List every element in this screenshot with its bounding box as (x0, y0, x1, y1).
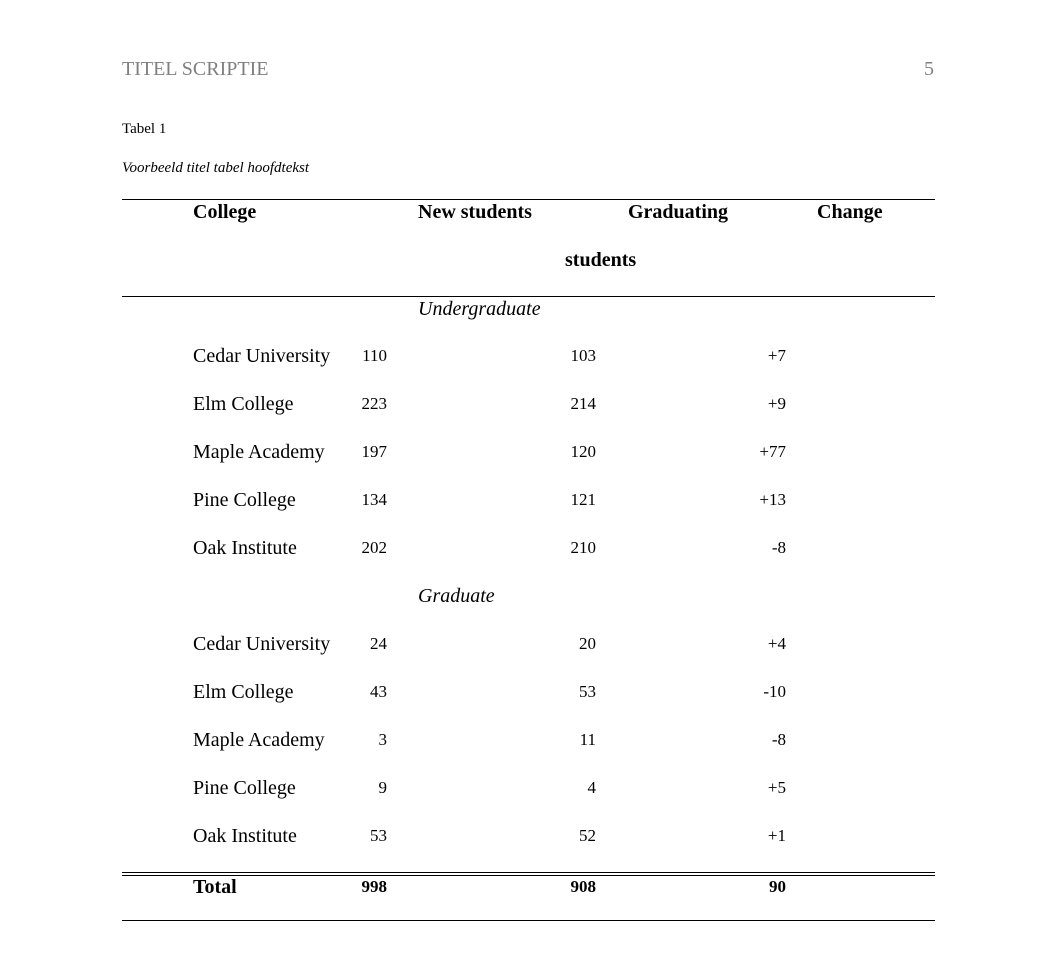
change-value: +9 (767, 394, 786, 413)
new-students-value: 3 (378, 730, 387, 749)
total-graduating: 908 (570, 877, 596, 896)
table-row (0, 776, 1054, 800)
college-name: Pine College (193, 777, 296, 799)
college-name: Pine College (193, 489, 296, 511)
graduating-value: 4 (587, 778, 596, 797)
new-students-value: 24 (370, 634, 387, 653)
table-row (0, 680, 1054, 704)
graduating-value: 53 (579, 682, 596, 701)
table-label: Tabel 1 (122, 121, 167, 137)
table-row (0, 536, 1054, 560)
new-students-value: 134 (361, 490, 387, 509)
graduating-value: 121 (570, 490, 596, 509)
column-header-change: Change (817, 201, 883, 223)
graduating-value: 103 (570, 346, 596, 365)
new-students-value: 197 (361, 442, 387, 461)
change-value: +13 (759, 490, 786, 509)
college-name: Maple Academy (193, 729, 325, 751)
table-row (0, 440, 1054, 464)
change-value: -10 (763, 682, 786, 701)
table-row (0, 392, 1054, 416)
total-change: 90 (769, 877, 786, 896)
new-students-value: 53 (370, 826, 387, 845)
table-row (0, 488, 1054, 512)
table-caption: Voorbeeld titel tabel hoofdtekst (122, 160, 310, 176)
new-students-value: 223 (361, 394, 387, 413)
column-header-college: College (193, 201, 257, 223)
page-number: 5 (924, 58, 934, 80)
table-bottom-rule (122, 920, 935, 921)
total-row (0, 875, 1054, 899)
graduating-value: 11 (579, 730, 596, 749)
graduating-value: 210 (570, 538, 596, 557)
section-title-graduate: Graduate (418, 585, 495, 607)
table-row (0, 824, 1054, 848)
new-students-value: 110 (362, 346, 387, 365)
new-students-value: 43 (370, 682, 387, 701)
total-label: Total (193, 876, 237, 898)
graduating-value: 52 (579, 826, 596, 845)
new-students-value: 202 (361, 538, 387, 557)
table-row (0, 632, 1054, 656)
column-header-new-students: New students (418, 201, 532, 223)
total-double-rule-top (122, 872, 935, 873)
change-value: +4 (767, 634, 786, 653)
change-value: +7 (767, 346, 786, 365)
graduating-value: 214 (570, 394, 596, 413)
college-name: Cedar University (193, 633, 331, 655)
graduating-value: 20 (579, 634, 596, 653)
column-header-graduating: Graduating (628, 201, 729, 223)
college-name: Oak Institute (193, 537, 297, 559)
change-value: -8 (771, 538, 786, 557)
graduating-value: 120 (570, 442, 596, 461)
college-name: Elm College (193, 393, 294, 415)
change-value: +1 (767, 826, 786, 845)
new-students-value: 9 (378, 778, 387, 797)
change-value: +5 (767, 778, 786, 797)
college-name: Elm College (193, 681, 294, 703)
table-row (0, 728, 1054, 752)
section-title-undergraduate: Undergraduate (418, 298, 541, 320)
table-row (0, 344, 1054, 368)
college-name: Cedar University (193, 345, 331, 367)
college-name: Oak Institute (193, 825, 297, 847)
change-value: -8 (771, 730, 786, 749)
college-name: Maple Academy (193, 441, 325, 463)
change-value: +77 (759, 442, 786, 461)
column-header-graduating-line2: students (565, 249, 637, 271)
running-head-title: TITEL SCRIPTIE (122, 58, 269, 80)
total-new-students: 998 (361, 877, 387, 896)
